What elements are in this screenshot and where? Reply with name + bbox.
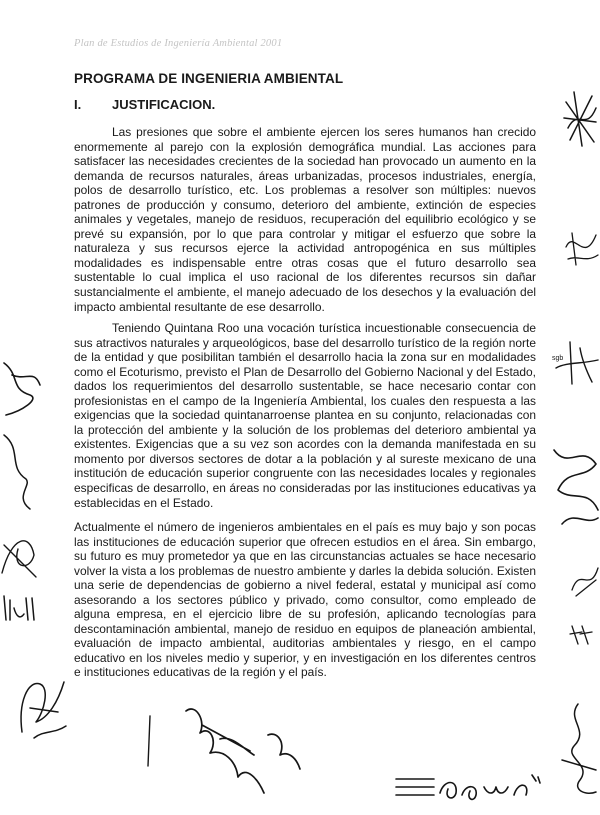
document-title: PROGRAMA DE INGENIERIA AMBIENTAL bbox=[74, 71, 344, 86]
section-heading bbox=[74, 97, 215, 112]
section-title: JUSTIFICACION. bbox=[112, 97, 216, 112]
bottom-signature-tick bbox=[140, 712, 160, 772]
margin-signature-right-4 bbox=[548, 440, 600, 530]
margin-signature-label: sgb bbox=[552, 355, 564, 362]
bottom-signature-center bbox=[180, 695, 305, 800]
section-number: I. bbox=[74, 97, 82, 112]
margin-signature-right-1 bbox=[560, 88, 600, 148]
running-header: Plan de Estudios de Ingeniería Ambiental 2001 bbox=[74, 38, 283, 49]
margin-signature-left-3 bbox=[0, 525, 38, 585]
margin-signature-right-6 bbox=[568, 618, 600, 648]
margin-signature-left-2 bbox=[0, 425, 34, 515]
bottom-signature-edgar bbox=[390, 761, 550, 805]
margin-signature-right-3 bbox=[552, 338, 600, 388]
margin-signature-right-7 bbox=[556, 700, 600, 800]
margin-signature-right-2 bbox=[562, 225, 600, 270]
paragraph-2: Teniendo Quintana Roo una vocación turística incuestionable consecuencia de sus atractivos naturales y arqueológicos, base del desarrollo turístico de la región norte de la entidad y que posibilitan también el desarrollo hacia la zona sur en modalidades como el Ecoturismo, previsto el Plan de Desarrollo del Gobierno Nacional y del Estado, dados los requerimientos del desarrollo sustentable, se hace necesario contar con profesionistas en el campo de la Ingeniería Ambiental, los cuales den respuesta a las exigencias que la sociedad quintanarroense plantea en su conjunto, relacionadas con la protección del ambiente y la solución de los problemas del deterioro ambiental ya existentes. Exigencias que a su vez son acordes con la demanda manifestada en su momento por diversos sectores de dotar a la población y al sureste mexicano de una institución de educación superior congruente con las necesidades locales y regionales especificas de desarrollo, en áreas no consideradas por las instituciones educativas ya establecidas en el Estado. bbox=[74, 321, 536, 510]
margin-signature-right-5 bbox=[568, 560, 600, 600]
margin-signature-left-1 bbox=[0, 355, 44, 420]
paragraph-3: Actualmente el número de ingenieros ambientales en el país es muy bajo y son pocas las instituciones de educación superior que ofrecen estudios en el área. Sin embargo, su futuro es muy prometedor ya que en las circunstancias actuales se hace necesario volver la vista a los problemas de nuestro ambiente y darles la debida solución. Existen una serie de dependencias de gobierno a nivel federal, estatal y municipal así como asesorando a los sectores público y privado, como consultor, como empleado de alguna empresa, en el ejercicio libre de su profesión, aplicando tecnologías para descontaminación ambiental, manejo de residuo en equipos de planeación ambiental, evaluación de impacto ambiental, auditorias ambientales y riesgo, en el campo educativo en los niveles medio y superior, y en investigación en los diferentes centros e instituciones educativas de la región y el país. bbox=[74, 520, 536, 680]
paragraph-1: Las presiones que sobre el ambiente ejercen los seres humanos han crecido enormemente al parejo con la explosión demográfica mundial. Las acciones para satisfacer las necesidades crecientes de la sociedad han provocado un aumento en la demanda de recursos naturales, áreas urbanizadas, procesos industriales, energía, polos de desarrollo turístico, etc. Los problemas a resolver son múltiples: nuevos patrones de producción y consumo, deterioro del ambiente, extinción de especies animales y vegetales, manejo de residuos, recuperación del equilibrio ecológico y se prevé su expansión, por lo que para controlar y mitigar el esfuerzo que sobre la naturaleza y sus recursos ejerce la actividad antropogénica en sus múltiples modalidades es indispensable entre otras cosas que el futuro desarrollo sea sustentable lo cual implica el uso racional de los diferentes recursos sin dañar sustancialmente el ambiente, el manejo adecuado de los desechos y la evaluación del impacto ambiental resultante de ese desarrollo. bbox=[74, 125, 536, 314]
bottom-signature-text: Edgar G. bbox=[390, 761, 395, 762]
margin-signature-left-4 bbox=[0, 590, 40, 630]
margin-signature-left-5 bbox=[14, 672, 70, 742]
